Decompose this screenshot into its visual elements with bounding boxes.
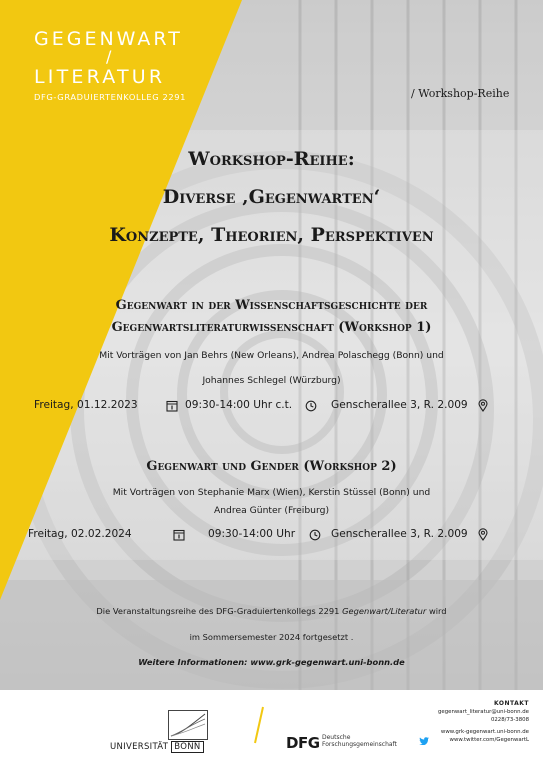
university-name: UNIVERSITÄT	[110, 742, 169, 752]
university-city: BONN	[171, 741, 203, 753]
footer-line1-em: Gegenwart/Literatur	[342, 606, 427, 616]
university-seal-icon	[168, 710, 208, 740]
contact-phone: 0228/73-3808	[490, 717, 529, 723]
footer-series-note	[0, 606, 543, 616]
dfg-abbr: DFG	[286, 734, 320, 752]
clock-icon	[305, 400, 317, 412]
workshop2-time: 09:30-14:00 Uhr	[208, 528, 296, 540]
footer-line1-pre: Die Veranstaltungsreihe des DFG-Graduiertenkollegs 2291	[96, 606, 343, 616]
contact-heading: KONTAKT	[493, 700, 529, 707]
dfg-name-line-2: Forschungsgemeinschaft	[322, 741, 397, 748]
calendar-icon	[166, 400, 178, 412]
workshop1-speakers-line-1: Mit Vorträgen von Jan Behrs (New Orleans), Andrea Polaschegg (Bonn) und	[99, 350, 444, 361]
logo-line-gegenwart: GEGENWART	[34, 28, 183, 50]
dfg-name-line-1: Deutsche	[322, 734, 351, 741]
clock-icon	[309, 529, 321, 541]
twitter-icon	[419, 737, 429, 745]
workshop1-location: Genscherallee 3, R. 2.009	[331, 399, 468, 411]
workshop2-title: Gegenwart und Gender (Workshop 2)	[146, 459, 397, 474]
logo-line-graduiertenkolleg: DFG-GRADUIERTENKOLLEG 2291	[34, 92, 187, 102]
workshop2-location: Genscherallee 3, R. 2.009	[331, 528, 468, 540]
location-pin-icon	[478, 528, 488, 541]
workshop2-speakers-line-1: Mit Vorträgen von Stephanie Marx (Wien), Kerstin Stüssel (Bonn) und	[112, 487, 431, 498]
contact-email[interactable]: gegenwart_literatur@uni-bonn.de	[438, 709, 529, 715]
workshop1-title-line-1: Gegenwart in der Wissenschaftsgeschichte der	[115, 298, 428, 313]
location-pin-icon	[478, 399, 488, 412]
contact-twitter[interactable]: www.twitter.com/GegenwartL	[449, 737, 529, 743]
contact-block	[438, 700, 529, 744]
calendar-icon	[173, 529, 185, 541]
footer-line1-post: wird	[426, 606, 447, 616]
university-label	[110, 742, 204, 752]
dfg-full-name	[322, 734, 397, 748]
footer-website-link[interactable]: Weitere Informationen: www.grk-gegenwart.uni-bonn.de	[138, 657, 405, 667]
contact-website[interactable]: www.grk-gegenwart.uni-bonn.de	[440, 729, 529, 735]
workshop1-title-line-2: Gegenwartsliteraturwissenschaft (Workshop 1)	[111, 320, 432, 335]
title-line-2: Diverse ‚Gegenwarten‘	[162, 186, 381, 208]
workshop1-date: Freitag, 01.12.2023	[34, 399, 138, 411]
workshop2-speakers-line-2: Andrea Günter (Freiburg)	[213, 505, 330, 516]
workshop2-date: Freitag, 02.02.2024	[28, 528, 132, 540]
workshop1-time: 09:30-14:00 Uhr c.t.	[185, 399, 293, 411]
footer-semester-note: im Sommersemester 2024 fortgesetzt .	[189, 632, 354, 642]
yellow-slash-separator	[253, 706, 265, 744]
series-tag: / Workshop-Reihe	[411, 87, 510, 100]
logo-slash: /	[106, 47, 112, 66]
logo-line-literatur: LITERATUR	[34, 66, 166, 88]
title-line-3: Konzepte, Theorien, Perspektiven	[109, 224, 434, 246]
workshop1-speakers-line-2: Johannes Schlegel (Würzburg)	[202, 375, 341, 386]
title-line-1: Workshop-Reihe:	[188, 148, 355, 170]
dfg-logo	[286, 733, 397, 752]
